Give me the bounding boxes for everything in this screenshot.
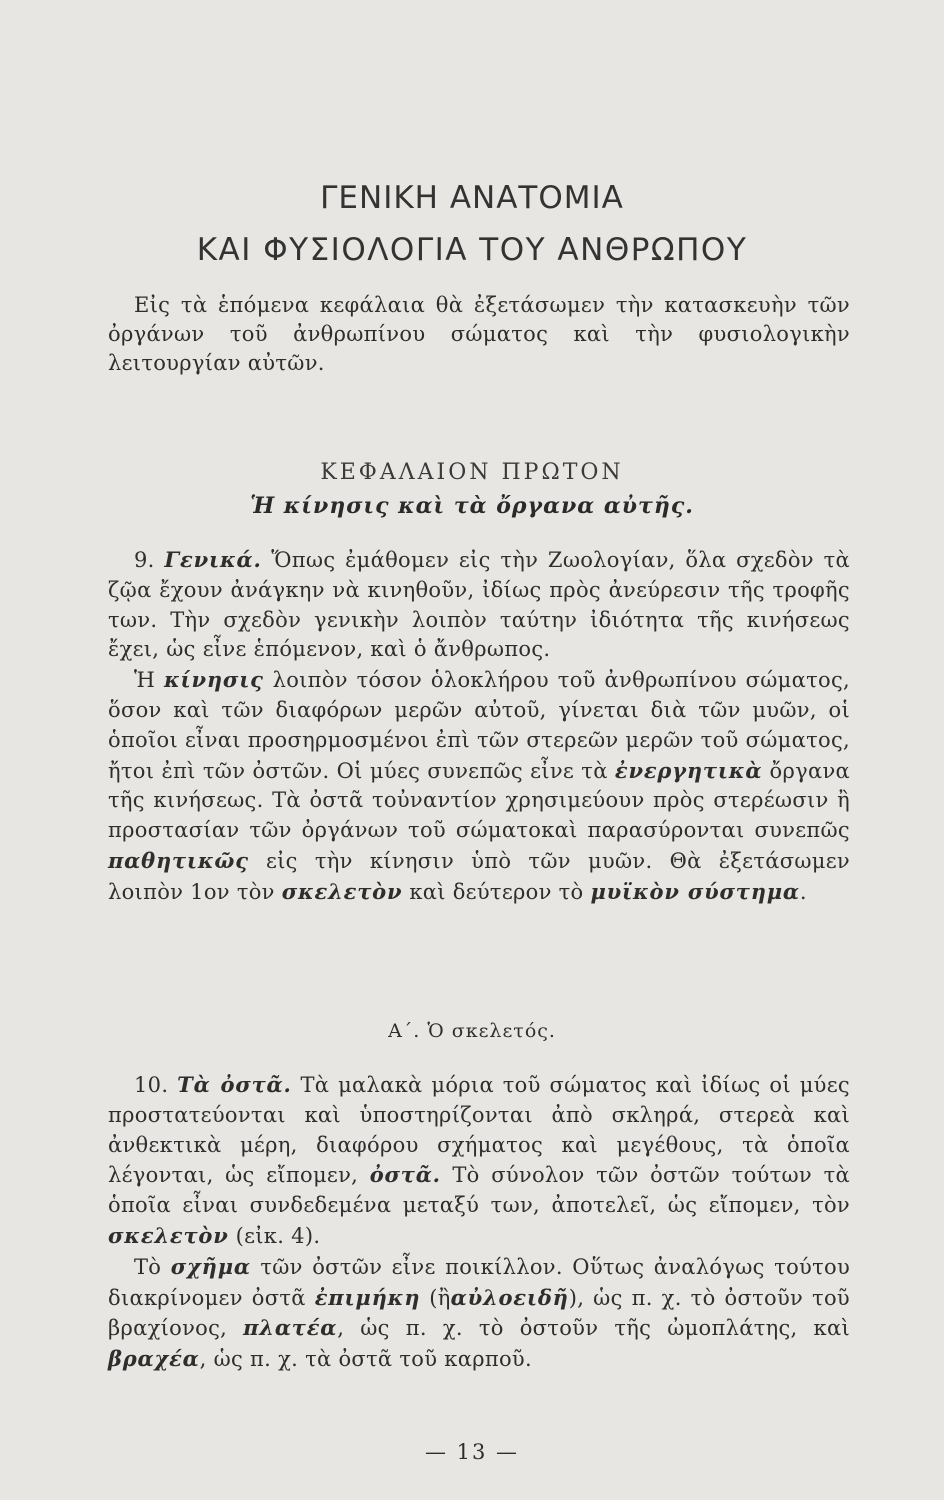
emphasis-term: σχῆμα bbox=[170, 1253, 251, 1279]
paragraph-9 bbox=[108, 545, 850, 908]
paragraph-10-part1 bbox=[108, 1070, 850, 1252]
paragraph-text: Ἡ bbox=[134, 668, 156, 693]
paragraph-text: εἰς τὴν κίνησιν ὑπὸ τῶν μυῶν. Θὰ ἐξετάσωμεν λοιπὸν 1ον τὸν bbox=[108, 848, 850, 904]
paragraph-heading: Τὰ ὀστᾶ. bbox=[177, 1072, 292, 1097]
emphasis-term: κίνησις bbox=[163, 667, 264, 693]
emphasis-term: αὐλοειδῆ bbox=[450, 1284, 569, 1310]
page-title-line1: ΓΕΝΙΚΗ ΑΝΑΤΟΜΙΑ bbox=[320, 180, 624, 216]
emphasis-term: ἐνεργητικὰ bbox=[614, 757, 763, 783]
emphasis-term: σκελετὸν bbox=[108, 1222, 229, 1248]
paragraph-text: Ὅπως ἐμάθομεν εἰς τὴν Ζωολογίαν, ὅλα σχεδὸν τὰ ζῷα ἔχουν ἀνάγκην νὰ κινηθοῦν, ἰδίως πρὸς ἀνεύρεσιν τῆς τροφῆς των. Τὴν σχεδὸν γενικὴν λοιπὸν ταύτην ἰδιότητα τῆς κινήσεως ἔχει, ὡς εἶνε ἑπόμενον, καὶ ὁ ἄνθρωπος. bbox=[108, 548, 850, 662]
emphasis-term: ὀστᾶ. bbox=[369, 1162, 441, 1188]
paragraph-text: , ὡς π. χ. τὰ ὀστᾶ τοῦ καρποῦ. bbox=[199, 1347, 532, 1372]
chapter-title: ΚΕΦΑΛΑΙΟΝ ΠΡΩΤΟΝ bbox=[320, 460, 624, 485]
chapter-subtitle: Ἡ κίνησις καὶ τὰ ὄργανα αὐτῆς. bbox=[250, 493, 694, 519]
paragraph-10 bbox=[108, 1070, 850, 1375]
paragraph-text: . bbox=[799, 879, 807, 904]
paragraph-text: (ἢ bbox=[429, 1285, 451, 1310]
paragraph-text: Τὰ μαλακὰ μόρια τοῦ σώματος καὶ ἰδίως οἱ μύες προστατεύονται καὶ ὑποστηρίζονται ἀπὸ σκληρά, στερεὰ καὶ ἀνθεκτικὰ μέρη, διαφόρου σχήματος καὶ μεγέθους, τὰ ὁποῖα λέγονται, ὡς εἴπομεν, bbox=[108, 1073, 850, 1188]
emphasis-term: μυϊκὸν σύστημα bbox=[590, 878, 800, 904]
paragraph-text: λοιπὸν τόσον ὁλοκλήρου τοῦ ἀνθρωπίνου σώματος, ὅσον καὶ τῶν διαφόρων μερῶν αὐτοῦ, γίνεται διὰ τῶν μυῶν, οἱ ὁποῖοι εἶναι προσηρμοσμένοι ἐπὶ τῶν στερεῶν μερῶν τοῦ σώματος, ἤτοι ἐπὶ τῶν ὀστῶν. Οἱ μύες συνεπῶς εἶνε τὰ bbox=[108, 668, 851, 783]
paragraph-text: ), ὡς π. χ. τὸ ὀστοῦν τοῦ βραχίονος, bbox=[108, 1285, 850, 1341]
paragraph-number: 10. bbox=[134, 1073, 169, 1097]
paragraph-number: 9. bbox=[134, 548, 155, 572]
paragraph-10-part2 bbox=[108, 1252, 850, 1375]
section-title: Α΄. Ὁ σκελετός. bbox=[388, 1020, 556, 1042]
paragraph-9-part1 bbox=[108, 545, 850, 665]
paragraph-9-part2 bbox=[108, 665, 850, 907]
paragraph-text: Τὸ σύνολον τῶν ὀστῶν τούτων τὰ ὁποῖα εἶναι συνδεδεμένα μεταξύ των, ἀποτελεῖ, ὡς εἴπομεν, τὸν bbox=[108, 1163, 850, 1218]
paragraph-text: Τὸ bbox=[134, 1254, 162, 1279]
emphasis-term: ἐπιμήκη bbox=[314, 1284, 421, 1310]
emphasis-term: παθητικῶς bbox=[108, 847, 249, 873]
emphasis-term: βραχέα bbox=[108, 1346, 200, 1372]
emphasis-term: σκελετὸν bbox=[281, 878, 403, 904]
intro-paragraph: Εἰς τὰ ἑπόμενα κεφάλαια θὰ ἐξετάσωμεν τὴν κατασκευὴν τῶν ὀργάνων τοῦ ἀνθρωπίνου σώματος καὶ τὴν φυσιολογικὴν λειτουργίαν αὐτῶν. bbox=[108, 293, 850, 375]
paragraph-text: καὶ δεύτερον τὸ bbox=[409, 879, 584, 904]
paragraph-heading: Γενικά. bbox=[164, 547, 262, 572]
page-title-line2: ΚΑΙ ΦΥΣΙΟΛΟΓΙΑ ΤΟΥ ΑΝΘΡΩΠΟΥ bbox=[196, 232, 748, 268]
paragraph-text: τῶν ὀστῶν εἶνε ποικίλλον. Οὕτως ἀναλόγως τούτου διακρίνομεν ὀστᾶ bbox=[108, 1254, 851, 1310]
paragraph-text: , ὡς π. χ. τὸ ὀστοῦν τῆς ὠμοπλάτης, καὶ bbox=[337, 1316, 850, 1341]
emphasis-term: πλατέα bbox=[243, 1315, 338, 1341]
paragraph-text: (εἰκ. 4). bbox=[235, 1223, 321, 1248]
page-number: — 13 — bbox=[424, 1440, 520, 1464]
paragraph-text: ὄργανα τῆς κινήσεως. Τὰ ὀστᾶ τοὐναντίον χρησιμεύουν πρὸς στερέωσιν ἢ προστασίαν τῶν ὀργάνων τοῦ σώματοκαὶ παρασύρονται συνεπῶς bbox=[108, 758, 850, 843]
